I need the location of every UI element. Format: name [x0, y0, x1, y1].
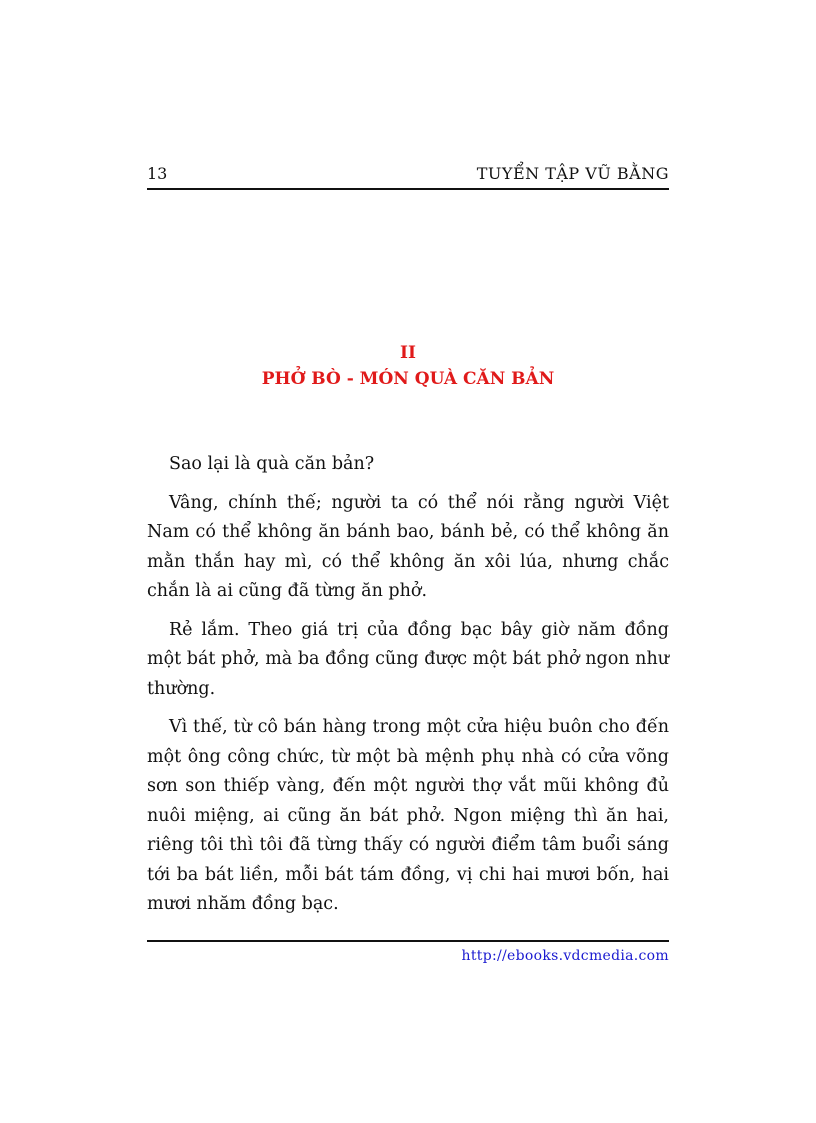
paragraph: Sao lại là quà căn bản?: [169, 454, 375, 474]
body-text: [147, 450, 669, 929]
book-title: TUYỂN TẬP VŨ BẰNG: [476, 164, 669, 183]
chapter-title: PHỞ BÒ - MÓN QUÀ CĂN BẢN: [261, 369, 555, 389]
chapter-number: II: [400, 343, 416, 363]
footer-divider: [147, 940, 669, 942]
page-header: [147, 164, 669, 190]
paragraph: Vì thế, từ cô bán hàng trong một cửa hiệu buôn cho đến một ông công chức, từ một bà mệnh phụ nhà có cửa võng sơn son thiếp vàng, đến một người thợ vắt mũi không đủ nuôi miệng, ai cũng ăn bát phở. Ngon miệng thì ăn hai, riêng tôi thì tôi đã từng thấy có người điểm tâm buổi sáng tới ba bát liền, mỗi bát tám đồng, vị chi hai mươi bốn, hai mươi nhăm đồng bạc.: [147, 717, 669, 914]
chapter-heading: [147, 340, 669, 392]
footer-link[interactable]: http://ebooks.vdcmedia.com: [461, 948, 669, 964]
page-number: 13: [147, 164, 168, 183]
paragraph: Rẻ lắm. Theo giá trị của đồng bạc bây giờ năm đồng một bát phở, mà ba đồng cũng được một bát phở ngon như thường.: [147, 619, 669, 699]
paragraph: Vâng, chính thế; người ta có thể nói rằng người Việt Nam có thể không ăn bánh bao, bánh bẻ, có thể không ăn mằn thắn hay mì, có thể không ăn xôi lúa, nhưng chắc chắn là ai cũng đã từng ăn phở.: [147, 492, 669, 601]
